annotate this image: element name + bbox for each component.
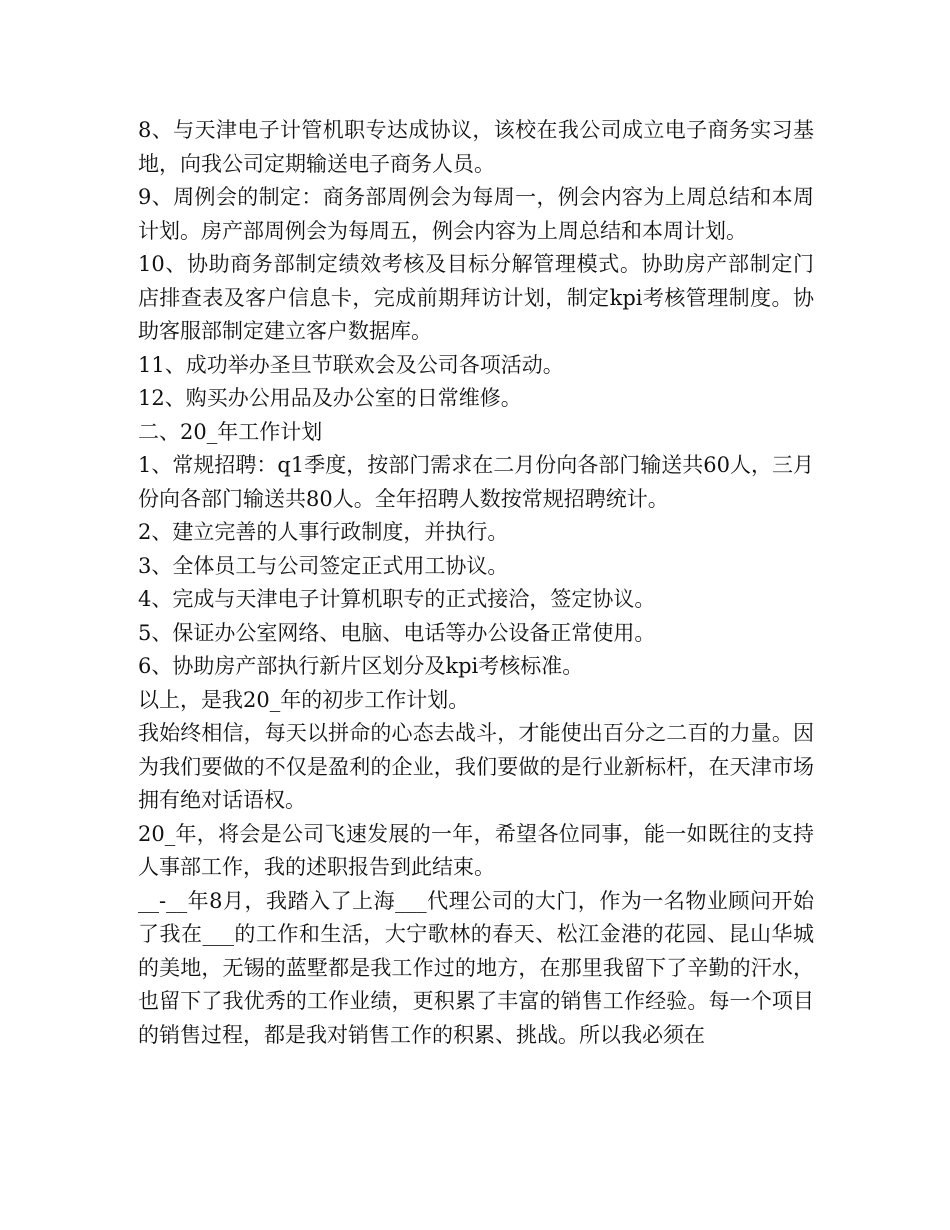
plan-item-3: 3、全体员工与公司签定正式用工协议。 — [138, 553, 509, 578]
paragraph-item-10: 10、协助商务部制定绩效考核及目标分解管理模式。协助房产部制定门店排查表及客户信息卡，完成前期拜访计划，制定kpi考核管理制度。协助客服部制定建立客户数据库。 — [138, 252, 814, 343]
plan-item-1: 1、常规招聘：q1季度，按部门需求在二月份向各部门输送共60人，三月份向各部门输送共80人。全年招聘人数按常规招聘统计。 — [138, 453, 814, 511]
plan-summary: 以上，是我20_年的初步工作计划。 — [138, 687, 470, 712]
sales-experience-paragraph: __-__年8月，我踏入了上海___代理公司的大门，作为一名物业顾问开始了我在___的工作和生活，大宁歌林的春天、松江金港的花园、昆山华城的美地，无锡的蓝墅都是我工作过的地方，在那里我留下了辛勤的汗水，也留下了我优秀的工作业绩，更积累了丰富的销售工作经验。每一个项目的销售过程，都是我对销售工作的积累、挑战。所以我必须在 — [138, 888, 814, 1047]
belief-paragraph: 我始终相信，每天以拼命的心态去战斗，才能使出百分之二百的力量。因为我们要做的不仅是盈利的企业，我们要做的是行业新标杆，在天津市场拥有绝对话语权。 — [138, 721, 814, 812]
plan-item-5: 5、保证办公室网络、电脑、电话等办公设备正常使用。 — [138, 620, 656, 645]
paragraph-item-8: 8、与天津电子计管机职专达成协议，该校在我公司成立电子商务实习基地，向我公司定期输送电子商务人员。 — [138, 118, 814, 176]
paragraph-item-11: 11、成功举办圣旦节联欢会及公司各项活动。 — [138, 352, 564, 377]
plan-item-4: 4、完成与天津电子计算机职专的正式接洽，签定协议。 — [138, 587, 656, 611]
paragraph-item-12: 12、购买办公用品及办公室的日常维修。 — [138, 386, 522, 410]
closing-paragraph: 20_年，将会是公司飞速发展的一年，希望各位同事，能一如既往的支持人事部工作，我的述职报告到此结束。 — [138, 821, 814, 879]
paragraph-item-9: 9、周例会的制定：商务部周例会为每周一，例会内容为上周总结和本周计划。房产部周例会为每周五，例会内容为上周总结和本周计划。 — [138, 185, 814, 243]
document-body — [138, 114, 814, 1052]
plan-item-2: 2、建立完善的人事行政制度，并执行。 — [138, 520, 509, 544]
plan-item-6: 6、协助房产部执行新片区划分及kpi考核标准。 — [138, 654, 584, 678]
section-heading-work-plan: 二、20_年工作计划 — [138, 419, 323, 444]
